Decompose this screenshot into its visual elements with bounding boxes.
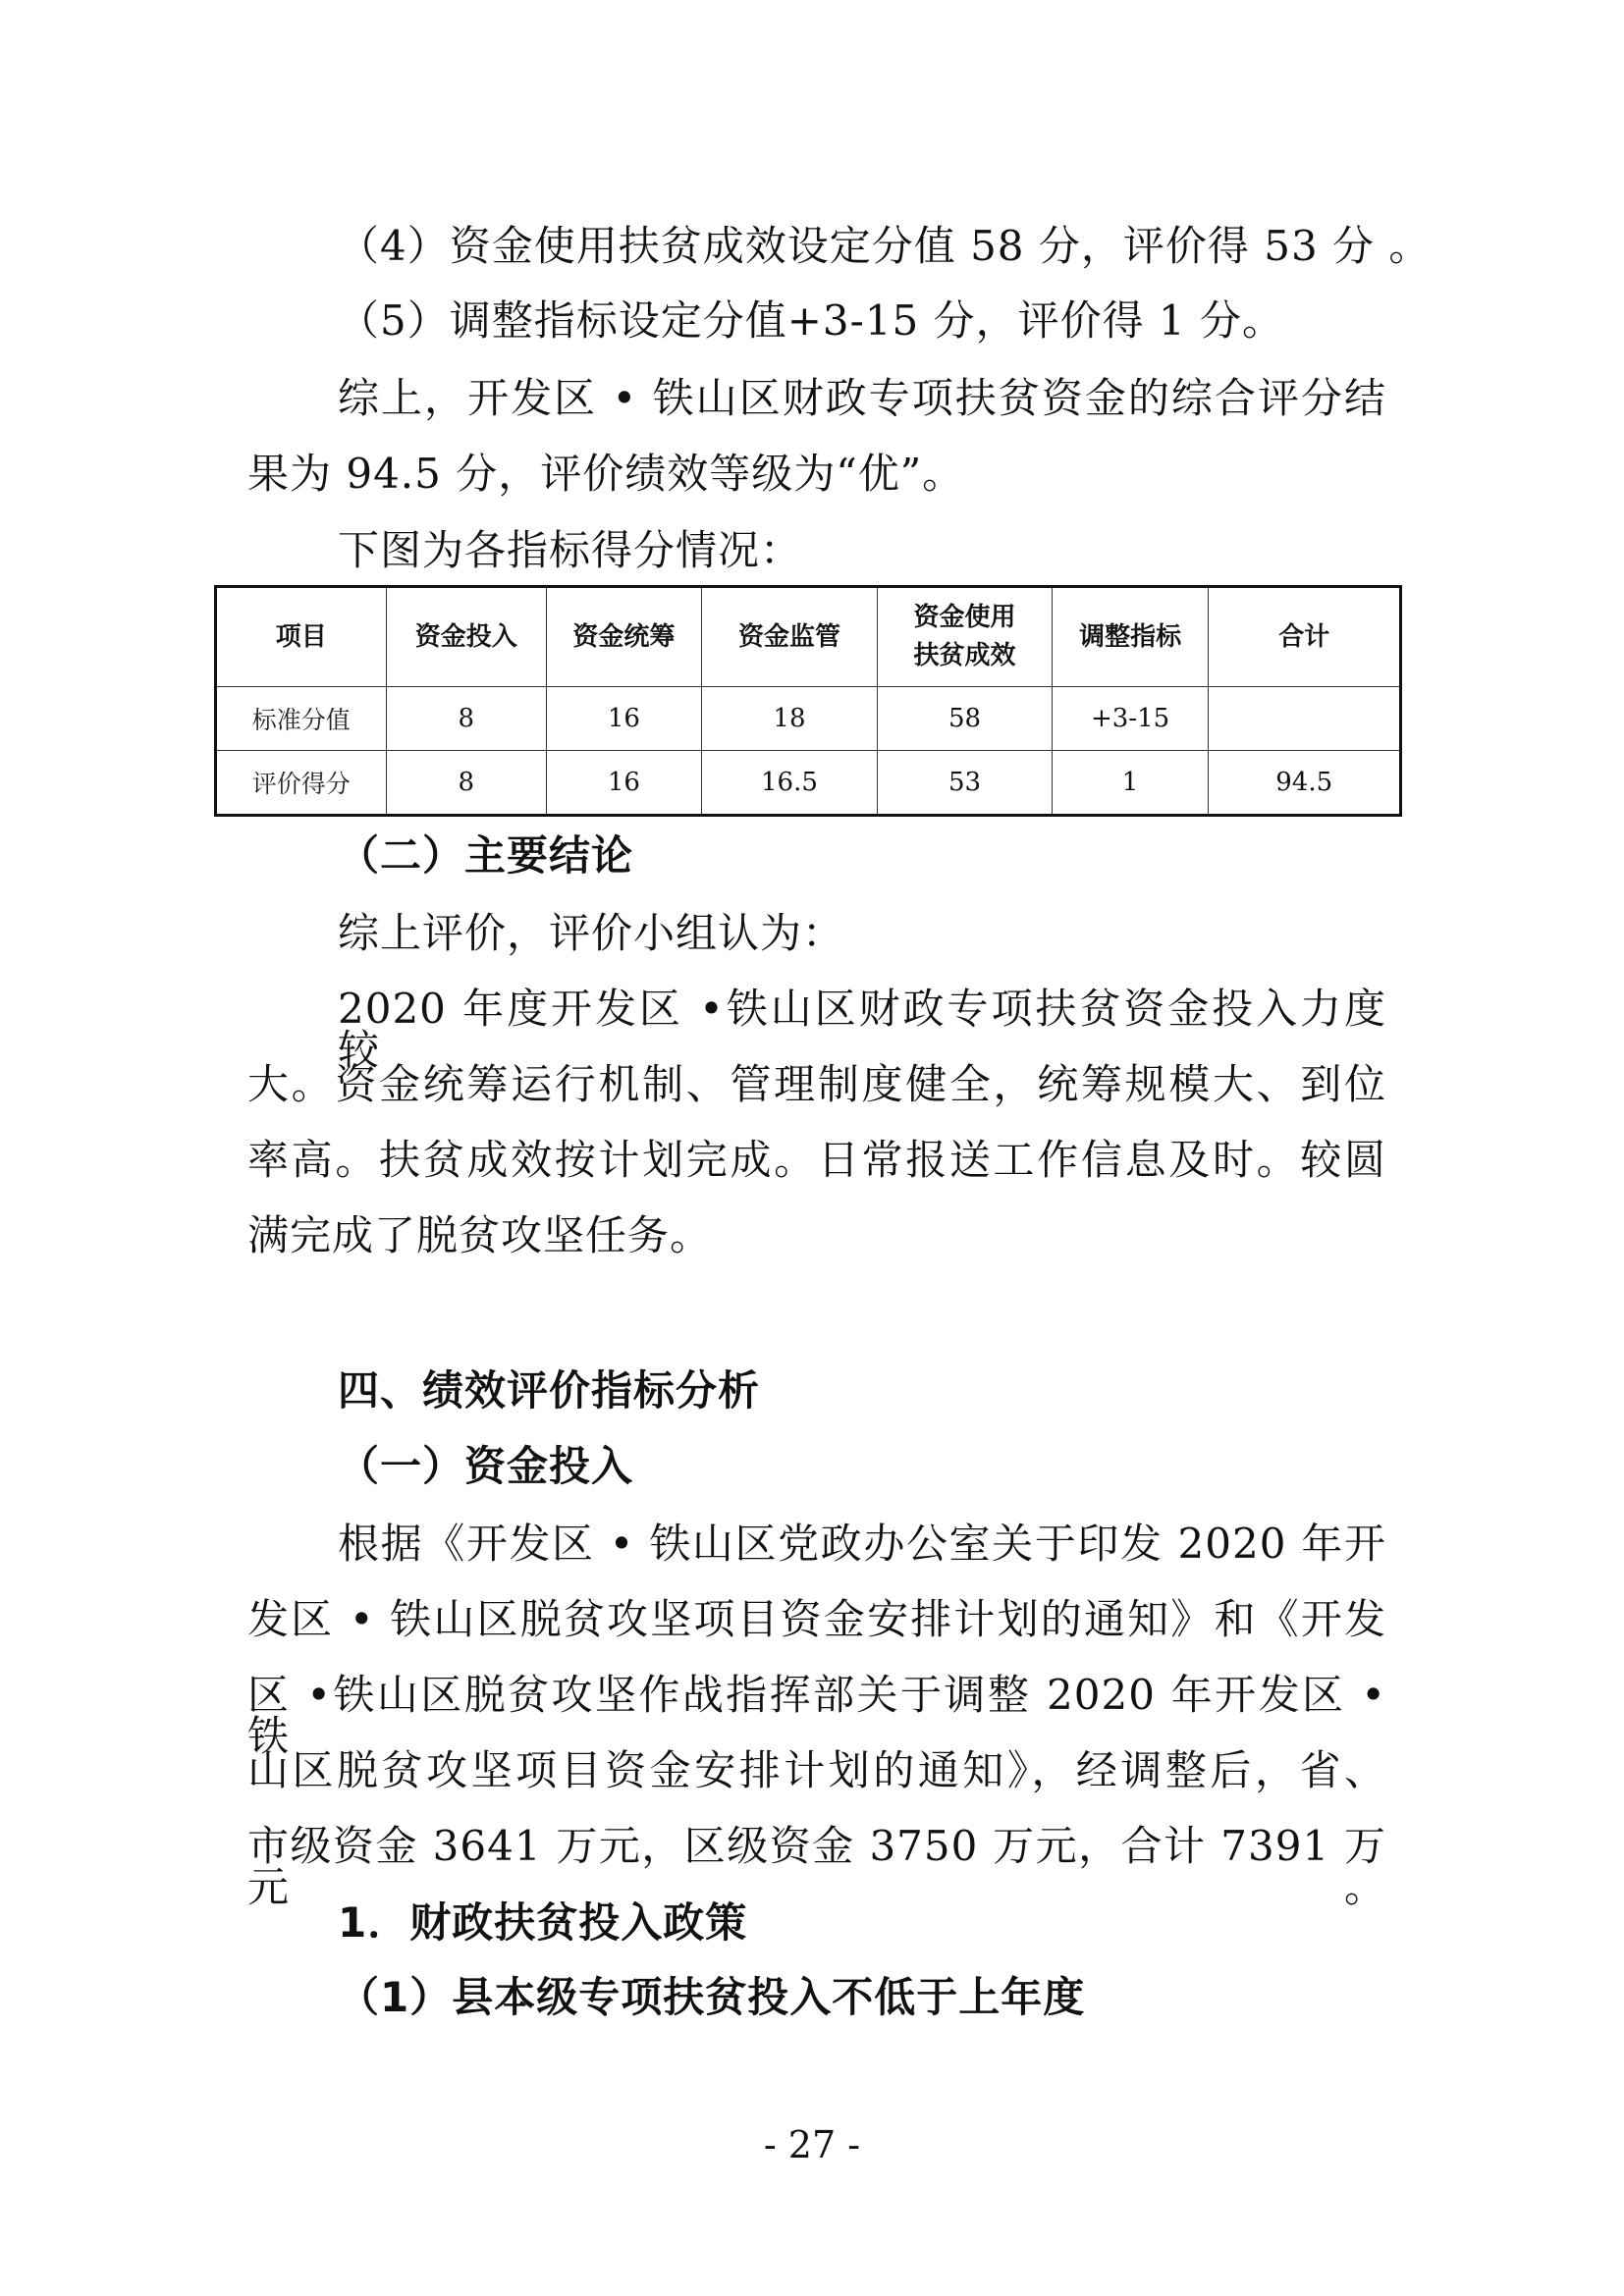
header-item: 项目 [216, 587, 387, 687]
body-line-2: 发区 • 铁山区脱贫攻坚项目资金安排计划的通知》和《开发 [247, 1595, 1386, 1643]
table-cell: 16 [547, 751, 702, 816]
table-row [216, 751, 1401, 816]
item-heading-1-1: （1）县本级专项扶贫投入不低于上年度 [338, 1973, 1086, 2021]
header-fund-supervision: 资金监管 [701, 587, 878, 687]
subsection-heading: （一）资金投入 [338, 1442, 634, 1490]
summary-line-1: 综上，开发区 • 铁山区财政专项扶贫资金的综合评分结 [338, 374, 1386, 422]
paragraph-item-5: （5）调整指标设定分值+3-15 分，评价得 1 分。 [338, 296, 1285, 345]
header-fund-use-effect: 资金使用 扶贫成效 [878, 587, 1053, 687]
table-header-row [216, 587, 1401, 687]
paragraph-item-4: （4）资金使用扶贫成效设定分值 58 分，评价得 53 分 。 [338, 222, 1432, 270]
conclusion-line-2: 大。资金统筹运行机制、管理制度健全，统筹规模大、到位 [247, 1060, 1386, 1108]
item-heading-1: 1．财政扶贫投入政策 [338, 1898, 748, 1947]
header-fund-input: 资金投入 [386, 587, 547, 687]
conclusion-line-3: 率高。扶贫成效按计划完成。日常报送工作信息及时。较圆 [247, 1136, 1386, 1184]
conclusion-line-1: 2020 年度开发区 •铁山区财政专项扶贫资金投入力度较 [338, 985, 1386, 1074]
table-intro: 下图为各指标得分情况： [338, 526, 803, 574]
table-cell: 16 [547, 687, 702, 751]
conclusion-intro: 综上评价，评价小组认为： [338, 909, 845, 957]
header-adjustment: 调整指标 [1052, 587, 1209, 687]
table-row [216, 687, 1401, 751]
row-label: 标准分值 [216, 687, 387, 751]
body-line-3: 区 •铁山区脱贫攻坚作战指挥部关于调整 2020 年开发区 •铁 [247, 1671, 1386, 1760]
conclusion-line-4: 满完成了脱贫攻坚任务。 [247, 1211, 713, 1259]
summary-line-2: 果为 94.5 分，评价绩效等级为“优”。 [247, 450, 965, 498]
body-line-1: 根据《开发区 • 铁山区党政办公室关于印发 2020 年开 [338, 1520, 1386, 1568]
body-line-4: 山区脱贫攻坚项目资金安排计划的通知》，经调整后，省、 [247, 1746, 1386, 1794]
header-total: 合计 [1209, 587, 1401, 687]
table-cell: 1 [1052, 751, 1209, 816]
table-cell [1209, 687, 1401, 751]
header-fund-coordination: 资金统筹 [547, 587, 702, 687]
conclusion-heading: （二）主要结论 [338, 831, 634, 880]
section-heading: 四、绩效评价指标分析 [338, 1366, 761, 1415]
table-cell: 8 [386, 687, 547, 751]
body-line-5: 市级资金 3641 万元，区级资金 3750 万元，合计 7391 万元。 [247, 1822, 1386, 1911]
table-cell: 58 [878, 687, 1053, 751]
table-cell: 53 [878, 751, 1053, 816]
score-table [214, 585, 1402, 817]
page-number: - 27 - [763, 2123, 861, 2166]
table-cell: +3-15 [1052, 687, 1209, 751]
row-label: 评价得分 [216, 751, 387, 816]
table-cell: 94.5 [1209, 751, 1401, 816]
table-cell: 8 [386, 751, 547, 816]
table-cell: 16.5 [701, 751, 878, 816]
table-cell: 18 [701, 687, 878, 751]
